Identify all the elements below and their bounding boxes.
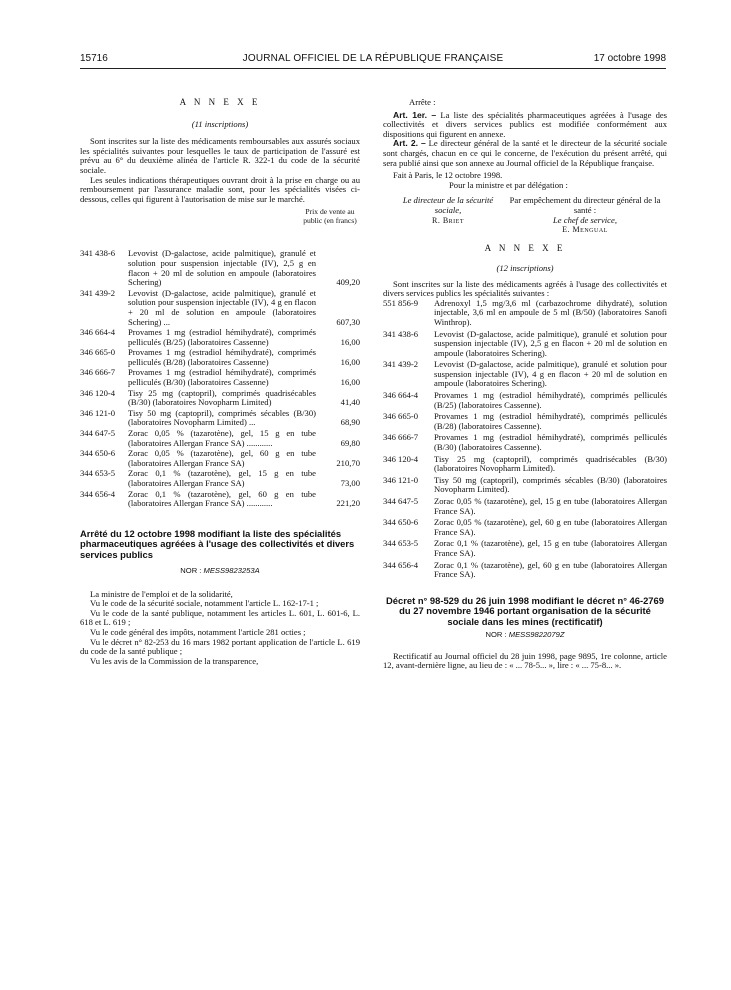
agreement-list-entry <box>383 455 667 474</box>
entry-code: 346 665-0 <box>80 347 116 358</box>
entry-description: Tisy 25 mg (captopril), comprimés quadrisécables (B/30) (laboratoires Novopharm Limited). <box>434 453 667 474</box>
entry-code: 344 656-4 <box>383 559 419 570</box>
entry-code: 346 664-4 <box>383 390 419 401</box>
price-column-header <box>80 207 360 239</box>
signature-left <box>393 196 503 225</box>
agreement-list-entry <box>383 497 667 516</box>
entry-code: 344 650-6 <box>80 448 116 459</box>
entry-description: Provames 1 mg (estradiol hémihydraté), comprimés pelliculés (B/30) (laboratoires Cassenne) <box>128 367 316 388</box>
entry-code: 341 438-6 <box>383 328 419 339</box>
nor-reference-right <box>383 630 667 640</box>
price-list-entry <box>80 449 360 468</box>
entry-description: Zorac 0,05 % (tazarotène), gel, 60 g en tube (laboratoires Allergan France SA). <box>434 517 667 537</box>
right-column <box>383 98 667 671</box>
entry-price: 607,30 <box>336 316 360 327</box>
entry-price: 69,80 <box>340 437 360 448</box>
entry-code: 341 439-2 <box>80 287 116 298</box>
entry-code: 346 665-0 <box>383 411 419 422</box>
entry-price: 409,20 <box>336 277 360 288</box>
agreement-list-entry <box>383 299 667 328</box>
entry-description: Tisy 25 mg (captopril), comprimés quadrisécables (B/30) (laboratoires Novopharm Limited) <box>128 387 316 408</box>
entry-code: 344 656-4 <box>80 488 116 499</box>
annexe-title: A N N E X E <box>179 97 261 107</box>
article-1-label: Art. 1er. – <box>393 109 437 120</box>
entry-price: 68,90 <box>340 417 360 428</box>
visas-list <box>80 590 360 667</box>
nor-reference <box>80 566 360 576</box>
inscriptions-count-right: (12 inscriptions) <box>496 262 554 273</box>
visa-line: Vu les avis de la Commission de la transparence, <box>90 655 259 666</box>
price-list-entry <box>80 469 360 488</box>
entry-description: Zorac 0,1 % (tazarotène), gel, 60 g en tube (laboratoires Allergan France SA). <box>434 559 667 580</box>
entry-code: 346 664-4 <box>80 327 116 338</box>
article-2-text: Le directeur général de la santé et le directeur de la sécurité sociale sont chargés, chacun en ce qui le concerne, de l'exécution du présent arrêté, qui sera publié ainsi que son annexe au Journal officiel de la République française. <box>383 138 667 168</box>
journal-title: JOURNAL OFFICIEL DE LA RÉPUBLIQUE FRANÇAISE <box>242 53 504 64</box>
entry-code: 341 438-6 <box>80 248 116 259</box>
entry-code: 344 647-5 <box>383 496 419 506</box>
price-list-entry <box>80 348 360 367</box>
visa-line: Vu le code de la sécurité sociale, notamment l'article L. 162-17-1 ; <box>90 598 319 609</box>
issue-date: 17 octobre 1998 <box>593 53 666 64</box>
agreement-list-entry <box>383 391 667 410</box>
entry-code: 344 653-5 <box>383 538 419 549</box>
entry-price: 210,70 <box>336 457 360 468</box>
price-header-label: Prix de vente au public (en francs) <box>303 207 357 226</box>
agreement-list-entry <box>383 476 667 495</box>
signature-place-date: Fait à Paris, le 12 octobre 1998. <box>393 170 503 181</box>
entry-code: 346 120-4 <box>80 387 116 398</box>
entry-description: Levovist (D-galactose, acide palmitique), granulé et solution pour suspension injectable (IV), 4 g en flacon + 20 ml de solution en ampoule (laboratoires Schering) ... <box>128 287 316 327</box>
entry-description: Provames 1 mg (estradiol hémihydraté), comprimés pelliculés (B/30) (laboratoires Cassenne). <box>434 432 667 453</box>
entry-code: 551 856-9 <box>383 297 419 308</box>
decret-title: Décret n° 98-529 du 26 juin 1998 modifiant le décret n° 46-2769 du 27 novembre 1946 portant organisation de la sécurité sociale dans les mines (rectificatif) <box>386 594 664 627</box>
entry-description: Zorac 0,05 % (tazarotène), gel, 60 g en tube (laboratoires Allergan France SA) <box>128 448 316 468</box>
header-rule <box>80 68 666 69</box>
medication-price-list <box>80 249 360 508</box>
visa-line: Vu le code de la santé publique, notamment les articles L. 601, L. 601-6, L. 618 et L. 619 ; <box>80 607 360 628</box>
signature-right <box>503 196 667 234</box>
agreement-list-entry <box>383 330 667 359</box>
indications-paragraph: Les seules indications thérapeutiques ouvrant droit à la prise en charge ou au remboursement par l'assurance maladie sont, pour les spécialités visées ci-dessous, celles qui figurent à l'autorisation de mise sur le marché. <box>80 174 360 204</box>
nor-label: NOR : <box>180 566 202 575</box>
price-list-entry <box>80 328 360 347</box>
signature-block <box>383 196 667 236</box>
price-list-entry <box>80 249 360 287</box>
agreement-list-entry <box>383 360 667 389</box>
entry-price: 41,40 <box>340 397 360 408</box>
entry-description: Zorac 0,1 % (tazarotène), gel, 15 g en tube (laboratoires Allergan France SA) <box>128 468 316 488</box>
entry-code: 344 647-5 <box>80 428 116 439</box>
page-number: 15716 <box>80 53 108 64</box>
entry-description: Zorac 0,05 % (tazarotène), gel, 15 g en tube (laboratoires Allergan France SA). <box>434 496 667 516</box>
entry-description: Provames 1 mg (estradiol hémihydraté), comprimés pelliculés (B/28) (laboratoires Cassenne) <box>128 347 316 367</box>
nor-label-right: NOR : <box>485 629 507 639</box>
inscriptions-count: (11 inscriptions) <box>191 118 249 129</box>
price-list-entry <box>80 429 360 448</box>
signature-right-title: Par empêchement du directeur général de la santé : <box>509 195 661 215</box>
entry-description: Levovist (D-galactose, acide palmitique), granulé et solution pour suspension injectable (IV), 4 g en flacon + 20 ml de solution en ampoule (laboratoires Schering). <box>434 359 667 389</box>
agreement-list-entry <box>383 433 667 452</box>
entry-code: 346 121-0 <box>383 474 419 485</box>
entry-price: 16,00 <box>340 377 360 388</box>
arrete-heading: Arrête : <box>409 97 436 107</box>
medication-agreement-list <box>383 299 667 580</box>
entry-description: Provames 1 mg (estradiol hémihydraté), comprimés pelliculés (B/25) (laboratoires Cassenne). <box>434 390 667 410</box>
delegation-line: Pour la ministre et par délégation : <box>449 179 568 190</box>
nor-code: MESS9823253A <box>203 566 260 575</box>
agreement-list-entry <box>383 539 667 558</box>
entry-price: 16,00 <box>340 336 360 347</box>
article-2-label: Art. 2. – <box>393 138 426 149</box>
price-list-entry <box>80 368 360 387</box>
signature-right-name: E. Mengual <box>562 225 608 235</box>
entry-code: 346 666-7 <box>383 432 419 443</box>
page-header <box>80 53 666 67</box>
entry-price: 16,00 <box>340 356 360 367</box>
price-list-entry <box>80 490 360 509</box>
entry-price: 73,00 <box>340 478 360 488</box>
entry-description: Zorac 0,1 % (tazarotène), gel, 15 g en tube (laboratoires Allergan France SA). <box>434 538 667 558</box>
intro-paragraph: Sont inscrites sur la liste des médicaments remboursables aux assurés sociaux les spécialités suivantes pour lesquelles le taux de participation de l'assuré est prévu au 6° du deuxième alinéa de l'article R. 322-1 du code de la sécurité sociale. <box>80 136 360 175</box>
entry-description: Adrenoxyl 1,5 mg/3,6 ml (carbazochrome dihydraté), solution injectable, 3,6 ml en ampoule de 5 ml (B/50) (laboratoires Sanofi Winthrop). <box>434 297 667 327</box>
entry-description: Zorac 0,1 % (tazarotène), gel, 60 g en tube (laboratoires Allergan France SA) ............ <box>128 488 316 509</box>
signature-left-title: Le directeur de la sécurité sociale, <box>402 195 494 215</box>
price-list-entry <box>80 389 360 408</box>
left-column <box>80 98 360 666</box>
entry-description: Tisy 50 mg (captopril), comprimés sécables (B/30) (laboratoires Novopharm Limited) ... <box>128 407 316 428</box>
entry-code: 344 650-6 <box>383 517 419 528</box>
entry-code: 346 121-0 <box>80 407 116 418</box>
visa-line: Vu le code général des impôts, notamment l'article 281 octies ; <box>90 626 306 637</box>
annexe-title-right: A N N E X E <box>484 243 566 254</box>
price-list-entry <box>80 409 360 428</box>
article-1 <box>383 111 667 140</box>
entry-description: Levovist (D-galactose, acide palmitique), granulé et solution pour suspension injectable (IV), 2,5 g en flacon + 20 ml de solution en ampoule (laboratoires Schering). <box>434 328 667 358</box>
visa-line: La ministre de l'emploi et de la solidarité, <box>90 588 233 599</box>
article-2 <box>383 139 667 168</box>
price-list-entry <box>80 289 360 327</box>
entry-code: 346 120-4 <box>383 453 419 464</box>
entry-code: 341 439-2 <box>383 359 419 370</box>
entry-description: Tisy 50 mg (captopril), comprimés sécables (B/30) (laboratoires Novopharm Limited). <box>434 474 667 495</box>
agreement-list-entry <box>383 412 667 431</box>
rectificatif-paragraph: Rectificatif au Journal officiel du 28 juin 1998, page 9895, 1re colonne, article 12, avant-dernière ligne, au lieu de : « ... 78-5... », lire : « ... 75-8... ». <box>383 650 667 671</box>
entry-description: Levovist (D-galactose, acide palmitique), granulé et solution pour suspension injectable (IV), 2,5 g en flacon + 20 ml de solution en ampoule (laboratoires Schering) <box>128 248 316 288</box>
intro-paragraph-right: Sont inscrites sur la liste des médicaments agréés à l'usage des collectivités et divers services publics les spécialités suivantes : <box>383 278 667 299</box>
arrete-title: Arrêté du 12 octobre 1998 modifiant la liste des spécialités pharmaceutiques agréées à l'usage des collectivités et divers services publics <box>80 527 355 560</box>
entry-description: Zorac 0,05 % (tazarotène), gel, 15 g en tube (laboratoires Allergan France SA) ............ <box>128 428 316 448</box>
article-1-text: La liste des spécialités pharmaceutiques agréées à l'usage des collectivités et divers services publics est modifiée conformément aux dispositions qui figurent en annexe. <box>383 109 668 139</box>
agreement-list-entry <box>383 518 667 537</box>
entry-code: 344 653-5 <box>80 468 116 479</box>
signature-left-name: R. Briet <box>431 215 464 225</box>
agreement-list-entry <box>383 561 667 580</box>
visa-line: Vu le décret n° 82-253 du 16 mars 1982 portant application de l'article L. 619 du code de la santé publique ; <box>80 636 360 657</box>
entry-code: 346 666-7 <box>80 367 116 378</box>
signature-right-subtitle: Le chef de service, <box>553 214 617 225</box>
entry-description: Provames 1 mg (estradiol hémihydraté), comprimés pelliculés (B/25) (laboratoires Cassenne) <box>128 327 316 347</box>
entry-price: 221,20 <box>336 498 360 509</box>
nor-code-right: MESS9822079Z <box>508 629 565 639</box>
entry-description: Provames 1 mg (estradiol hémihydraté), comprimés pelliculés (B/28) (laboratoires Cassenne). <box>434 411 667 431</box>
